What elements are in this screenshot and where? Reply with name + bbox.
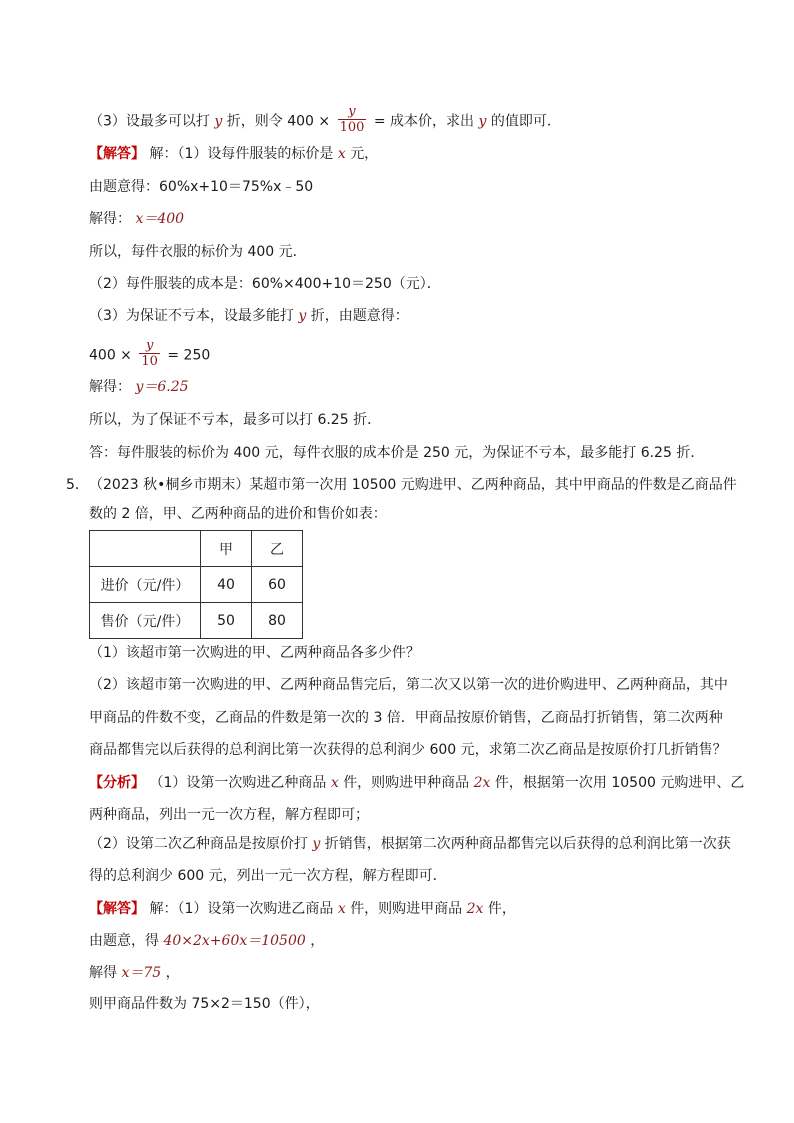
table-row <box>90 567 303 603</box>
analysis-line-1: 【分析】 （1）设第一次购进乙种商品 x 件，则购进甲种商品 2x 件，根据第一次用 10500 元购进甲、乙 <box>89 775 745 791</box>
line-cost: （2）每件服装的成本是：60%×400+10＝250（元）． <box>89 276 441 292</box>
analysis-line-2: 两种商品，列出一元一次方程，解方程即可； <box>89 807 369 823</box>
var-y: y <box>478 113 487 130</box>
table-header-yi: 乙 <box>252 531 303 567</box>
table-row <box>90 603 303 639</box>
line-solve-y: 解得： y＝6.25 <box>89 379 189 395</box>
line-equation-1: 由题意得：60%x+10＝75%x﹣50 <box>89 179 314 195</box>
solution-line-2: 由题意，得 40×2x+60x＝10500 ， <box>89 933 325 949</box>
table-cell: 进价（元/件） <box>90 567 201 603</box>
table-header-jia: 甲 <box>201 531 252 567</box>
fraction-y-over-100: $\frac{y}{100}$ <box>339 104 365 135</box>
line-conclusion-2: 所以，为了保证不亏本，最多可以打 6.25 折． <box>89 412 382 428</box>
solution-tag: 【解答】 <box>89 901 145 917</box>
analysis-line-4: 得的总利润少 600 元，列出一元一次方程，解方程即可． <box>89 868 447 884</box>
table-cell <box>90 531 201 567</box>
table-cell: 50 <box>201 603 252 639</box>
line-equation-2: 400 × $\frac{y}{10}$ = 250 <box>89 338 211 369</box>
analysis-tag: 【分析】 <box>89 775 145 791</box>
line-step3-hint: （3）设最多可以打 y 折，则令 400 × $\frac{y}{100}$ = 成本价，求出 y 的值即可． <box>89 104 561 135</box>
table-cell: 80 <box>252 603 303 639</box>
table-cell: 60 <box>252 567 303 603</box>
question-5-text-1: （2023 秋•桐乡市期末）某超市第一次用 10500 元购进甲、乙两种商品，其中甲商品的件数是乙商品件 <box>89 477 737 493</box>
solution-line-1: 【解答】 解：（1）设第一次购进乙商品 x 件，则购进甲商品 2x 件， <box>89 901 516 917</box>
analysis-line-3: （2）设第二次乙种商品是按原价打 y 折销售，根据第二次两种商品都售完以后获得的总利润比第一次获 <box>89 836 731 852</box>
fraction-y-over-10: $\frac{y}{10}$ <box>141 338 158 369</box>
solution-tag: 【解答】 <box>89 146 145 162</box>
line-step3: （3）为保证不亏本，设最多能打 y 折，由题意得： <box>89 308 409 324</box>
solution-line-3: 解得 x＝75 ， <box>89 965 180 981</box>
solution-line-4: 则甲商品件数为 75×2＝150（件）， <box>89 996 320 1012</box>
line-solution-start: 【解答】 解：（1）设每件服装的标价是 x 元， <box>89 146 379 162</box>
table-header-row <box>90 531 303 567</box>
line-conclusion-1: 所以，每件衣服的标价为 400 元． <box>89 244 307 260</box>
subquestion-2-line-3: 商品都售完以后获得的总利润比第一次获得的总利润少 600 元，求第二次乙商品是按原价打几折销售？ <box>89 742 727 758</box>
subquestion-2-line-2: 甲商品的件数不变，乙商品的件数是第一次的 3 倍．甲商品按原价销售，乙商品打折销售，第二次两种 <box>89 710 723 726</box>
subquestion-1: （1）该超市第一次购进的甲、乙两种商品各多少件？ <box>89 645 420 661</box>
line-answer: 答：每件服装的标价为 400 元，每件衣服的成本价是 250 元，为保证不亏本，最多能打 6.25 折． <box>89 445 705 461</box>
line-solve-x: 解得： x＝400 <box>89 211 185 227</box>
question-5-number: 5． <box>66 477 89 493</box>
table-cell: 40 <box>201 567 252 603</box>
var-y: y <box>214 113 223 130</box>
subquestion-2-line-1: （2）该超市第一次购进的甲、乙两种商品售完后，第二次又以第一次的进价购进甲、乙两种商品，其中 <box>89 677 728 693</box>
table-cell: 售价（元/件） <box>90 603 201 639</box>
price-table <box>89 530 303 639</box>
question-5-text-2: 数的 2 倍，甲、乙两种商品的进价和售价如表： <box>89 506 387 522</box>
